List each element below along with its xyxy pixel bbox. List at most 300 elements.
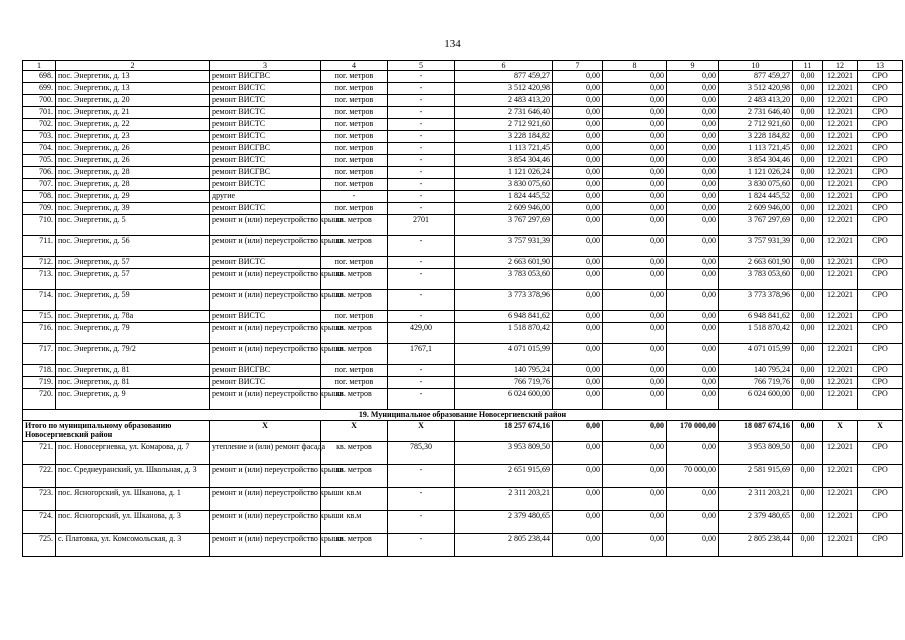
table-cell: 2 609 946,00 <box>455 203 553 215</box>
table-row <box>23 389 903 410</box>
table-cell: 717. <box>23 344 56 365</box>
table-cell: 12.2021 <box>823 203 858 215</box>
table-cell: 0,00 <box>603 488 667 511</box>
table-cell: 0,00 <box>553 155 603 167</box>
table-cell: 708. <box>23 191 56 203</box>
table-cell: пог. метров <box>321 203 388 215</box>
table-cell: 720. <box>23 389 56 410</box>
table-cell: 0,00 <box>793 155 823 167</box>
table-cell: 2 <box>56 61 210 71</box>
table-row <box>23 442 903 465</box>
table-cell: СРО <box>858 107 903 119</box>
table-cell: 702. <box>23 119 56 131</box>
table-cell: СРО <box>858 191 903 203</box>
table-cell: пос. Энергетик, д. 13 <box>56 83 210 95</box>
table-cell: 0,00 <box>667 488 719 511</box>
table-cell: - <box>388 534 455 557</box>
table-cell: 0,00 <box>667 377 719 389</box>
table-cell: - <box>388 377 455 389</box>
table-cell: 0,00 <box>793 83 823 95</box>
table-cell: 0,00 <box>553 71 603 83</box>
table-cell: 1 121 026,24 <box>455 167 553 179</box>
table-cell: 12.2021 <box>823 215 858 236</box>
table-cell: 0,00 <box>793 236 823 257</box>
table-cell: СРО <box>858 167 903 179</box>
table-cell: 3 512 420,98 <box>719 83 793 95</box>
table-cell: 0,00 <box>793 257 823 269</box>
table-cell: СРО <box>858 465 903 488</box>
table-cell: 0,00 <box>667 236 719 257</box>
table-cell: 0,00 <box>603 215 667 236</box>
table-cell: кв. метров <box>321 534 388 557</box>
table-cell: 2 379 480,65 <box>719 511 793 534</box>
table-cell: ремонт ВИСТС <box>210 179 321 191</box>
table-cell: пос. Энергетик, д. 9 <box>56 389 210 410</box>
table-cell: пос. Среднеуранский, ул. Школьная, д. 3 <box>56 465 210 488</box>
table-cell: СРО <box>858 389 903 410</box>
table-cell: ремонт ВИСГВС <box>210 365 321 377</box>
page-number: 134 <box>444 38 461 50</box>
table-cell: 3 773 378,96 <box>719 290 793 311</box>
total-row <box>23 421 903 442</box>
table-cell: 0,00 <box>667 215 719 236</box>
table-cell: СРО <box>858 131 903 143</box>
table-cell: 2 651 915,69 <box>455 465 553 488</box>
table-cell: 0,00 <box>553 377 603 389</box>
table-cell: 1 <box>23 61 56 71</box>
table-cell: - <box>388 131 455 143</box>
table-cell: 0,00 <box>553 167 603 179</box>
table-cell: 12.2021 <box>823 131 858 143</box>
table-cell: ремонт и (или) переустройство крыши <box>210 290 321 311</box>
table-cell: 2 712 921,60 <box>455 119 553 131</box>
table-cell: 140 795,24 <box>455 365 553 377</box>
table-cell: ремонт ВИСТС <box>210 83 321 95</box>
table-cell: 2 663 601,90 <box>455 257 553 269</box>
table-row <box>23 311 903 323</box>
table-cell: 10 <box>719 61 793 71</box>
table-cell: 0,00 <box>603 377 667 389</box>
table-cell: ремонт ВИСТС <box>210 95 321 107</box>
table-cell: ремонт ВИСТС <box>210 257 321 269</box>
table-cell: X <box>321 421 388 442</box>
table-cell: 3 228 184,82 <box>719 131 793 143</box>
table-cell: 12 <box>823 61 858 71</box>
table-cell: 0,00 <box>553 203 603 215</box>
table-cell: 170 000,00 <box>667 421 719 442</box>
table-cell: пог. метров <box>321 143 388 155</box>
table-cell: 12.2021 <box>823 269 858 290</box>
table-cell: СРО <box>858 377 903 389</box>
table-cell: пос. Энергетик, д. 79/2 <box>56 344 210 365</box>
table-cell: 0,00 <box>553 311 603 323</box>
table-cell: 0,00 <box>553 119 603 131</box>
table-row <box>23 71 903 83</box>
table-cell: СРО <box>858 534 903 557</box>
table-cell: 0,00 <box>603 179 667 191</box>
table-cell: 2 805 238,44 <box>455 534 553 557</box>
table-cell: 0,00 <box>603 131 667 143</box>
table-cell: 0,00 <box>603 465 667 488</box>
table-cell: 0,00 <box>553 215 603 236</box>
table-cell: СРО <box>858 155 903 167</box>
table-cell: 1 518 870,42 <box>719 323 793 344</box>
table-cell: 12.2021 <box>823 83 858 95</box>
table-cell: 3 757 931,39 <box>719 236 793 257</box>
table-cell: 0,00 <box>793 95 823 107</box>
table-cell: 12.2021 <box>823 534 858 557</box>
table-cell: ремонт и (или) переустройство крыши <box>210 215 321 236</box>
table-cell: 725. <box>23 534 56 557</box>
table-cell: 12.2021 <box>823 236 858 257</box>
table-cell: 3 512 420,98 <box>455 83 553 95</box>
table-body-b <box>23 442 903 557</box>
table-cell: 12.2021 <box>823 389 858 410</box>
table-cell: 12.2021 <box>823 71 858 83</box>
table-cell: кв. метров <box>321 344 388 365</box>
table-cell: 0,00 <box>553 389 603 410</box>
table-cell: 12.2021 <box>823 107 858 119</box>
table-cell: СРО <box>858 488 903 511</box>
table-row <box>23 290 903 311</box>
table-cell: 3 953 809,50 <box>455 442 553 465</box>
table-row <box>23 323 903 344</box>
table-cell: 0,00 <box>667 131 719 143</box>
table-cell: - <box>388 488 455 511</box>
table-cell: 2 609 946,00 <box>719 203 793 215</box>
table-row <box>23 257 903 269</box>
table-cell: СРО <box>858 344 903 365</box>
table-cell: 0,00 <box>793 465 823 488</box>
table-cell: 699. <box>23 83 56 95</box>
table-cell: СРО <box>858 269 903 290</box>
table-cell: ремонт ВИСТС <box>210 155 321 167</box>
table-cell: - <box>388 191 455 203</box>
table-cell: СРО <box>858 365 903 377</box>
table-cell: 766 719,76 <box>455 377 553 389</box>
table-cell: 0,00 <box>667 71 719 83</box>
table-cell: кв. метров <box>321 269 388 290</box>
table-cell: 718. <box>23 365 56 377</box>
table-cell: - <box>388 311 455 323</box>
table-cell: 12.2021 <box>823 290 858 311</box>
table-cell: 429,00 <box>388 323 455 344</box>
table-row <box>23 215 903 236</box>
table-cell: кв. метров <box>321 290 388 311</box>
table-cell: 0,00 <box>667 179 719 191</box>
table-row <box>23 203 903 215</box>
table-row <box>23 488 903 511</box>
table-cell: 1 113 721,45 <box>719 143 793 155</box>
table-cell: 12.2021 <box>823 465 858 488</box>
table-cell: 12.2021 <box>823 257 858 269</box>
table-cell: 18 087 674,16 <box>719 421 793 442</box>
table-cell: ремонт ВИСТС <box>210 107 321 119</box>
table-cell: пос. Энергетик, д. 78а <box>56 311 210 323</box>
table-cell: 0,00 <box>553 257 603 269</box>
table-cell: другие <box>210 191 321 203</box>
table-cell: пог. метров <box>321 155 388 167</box>
table-cell: 712. <box>23 257 56 269</box>
table-cell: пос. Энергетик, д. 28 <box>56 179 210 191</box>
table-cell: пог. метров <box>321 311 388 323</box>
table-cell: пос. Энергетик, д. 57 <box>56 269 210 290</box>
table-cell: 0,00 <box>603 203 667 215</box>
table-cell: 4 <box>321 61 388 71</box>
table-cell: 1 824 445,52 <box>719 191 793 203</box>
table-cell: 9 <box>667 61 719 71</box>
table-cell: СРО <box>858 143 903 155</box>
table-cell: СРО <box>858 71 903 83</box>
table-cell: пос. Энергетик, д. 26 <box>56 155 210 167</box>
table-cell: 698. <box>23 71 56 83</box>
table-cell: пос. Энергетик, д. 21 <box>56 107 210 119</box>
table-cell: 0,00 <box>553 236 603 257</box>
table-cell: ремонт ВИСГВС <box>210 71 321 83</box>
table-cell: 0,00 <box>553 465 603 488</box>
table-cell: - <box>388 179 455 191</box>
table-cell: 706. <box>23 167 56 179</box>
table-cell: 0,00 <box>667 203 719 215</box>
table-cell: 0,00 <box>553 143 603 155</box>
table-cell: 0,00 <box>603 311 667 323</box>
table-cell: 0,00 <box>793 269 823 290</box>
table-cell: 3 767 297,69 <box>455 215 553 236</box>
table-cell: пос. Энергетик, д. 28 <box>56 167 210 179</box>
table-cell: 0,00 <box>793 167 823 179</box>
table-cell: 2 483 413,20 <box>719 95 793 107</box>
table-cell: 0,00 <box>553 421 603 442</box>
table-cell: 6 024 600,00 <box>719 389 793 410</box>
table-cell: 4 071 015,99 <box>455 344 553 365</box>
table-cell: 0,00 <box>667 143 719 155</box>
table-cell: 0,00 <box>793 290 823 311</box>
table-cell: - <box>388 511 455 534</box>
table-row <box>23 95 903 107</box>
table-cell: 0,00 <box>553 323 603 344</box>
table-row <box>23 131 903 143</box>
table-cell: 0,00 <box>793 203 823 215</box>
table-cell: 0,00 <box>667 83 719 95</box>
table-cell: СРО <box>858 95 903 107</box>
table-cell: 703. <box>23 131 56 143</box>
table-cell: - <box>388 236 455 257</box>
table-cell: - <box>388 95 455 107</box>
table-cell: 3 <box>210 61 321 71</box>
table-cell: СРО <box>858 442 903 465</box>
table-row <box>23 107 903 119</box>
table-cell: пос. Энергетик, д. 5 <box>56 215 210 236</box>
table-cell: пог. метров <box>321 179 388 191</box>
table-cell: 0,00 <box>793 311 823 323</box>
table-row <box>23 167 903 179</box>
table-cell: 0,00 <box>553 83 603 95</box>
table-cell: 12.2021 <box>823 179 858 191</box>
table-cell: 0,00 <box>793 534 823 557</box>
table-cell: 1 113 721,45 <box>455 143 553 155</box>
table-cell: 0,00 <box>793 389 823 410</box>
table-cell: СРО <box>858 323 903 344</box>
table-cell: ремонт ВИСТС <box>210 131 321 143</box>
table-cell: СРО <box>858 236 903 257</box>
table-cell: ремонт и (или) переустройство крыши <box>210 323 321 344</box>
table-cell: пог. метров <box>321 377 388 389</box>
table-cell: 0,00 <box>667 191 719 203</box>
table-cell: 0,00 <box>553 107 603 119</box>
table-row <box>23 179 903 191</box>
table-cell: 721. <box>23 442 56 465</box>
table-body-a <box>23 61 903 410</box>
table-cell: 722. <box>23 465 56 488</box>
table-row <box>23 534 903 557</box>
table-cell: 1767,1 <box>388 344 455 365</box>
table-cell: с. Платовка, ул. Комсомольская, д. 3 <box>56 534 210 557</box>
table-cell: 0,00 <box>603 119 667 131</box>
table-cell: пос. Энергетик, д. 26 <box>56 143 210 155</box>
table-cell: 2 581 915,69 <box>719 465 793 488</box>
table-cell: 6 <box>455 61 553 71</box>
table-cell: 12.2021 <box>823 191 858 203</box>
table-cell: 4 071 015,99 <box>719 344 793 365</box>
table-cell: 0,00 <box>793 377 823 389</box>
table-cell: 713. <box>23 269 56 290</box>
table-row <box>23 155 903 167</box>
table-cell: ремонт и (или) переустройство крыши <box>210 389 321 410</box>
table-cell: 2 311 203,21 <box>455 488 553 511</box>
table-cell: 12.2021 <box>823 442 858 465</box>
table-cell: 11 <box>793 61 823 71</box>
table-cell: 0,00 <box>553 269 603 290</box>
table-cell: 0,00 <box>603 511 667 534</box>
table-cell: СРО <box>858 83 903 95</box>
table-cell: кв. метров <box>321 215 388 236</box>
table-row <box>23 269 903 290</box>
table-cell: X <box>210 421 321 442</box>
table-cell: пос. Энергетик, д. 59 <box>56 290 210 311</box>
table-cell: 0,00 <box>603 389 667 410</box>
table-cell: 0,00 <box>667 323 719 344</box>
table-cell: 3 757 931,39 <box>455 236 553 257</box>
table-cell: 6 948 841,62 <box>719 311 793 323</box>
table-cell: - <box>388 290 455 311</box>
table-cell: пог. метров <box>321 119 388 131</box>
table-cell: 3 228 184,82 <box>455 131 553 143</box>
table-row <box>23 83 903 95</box>
table-cell: - <box>388 71 455 83</box>
table-cell: - <box>388 167 455 179</box>
table-cell: 0,00 <box>603 191 667 203</box>
table-cell: 716. <box>23 323 56 344</box>
table-cell: кв. метров <box>321 389 388 410</box>
table-cell: 12.2021 <box>823 344 858 365</box>
table-cell: - <box>388 143 455 155</box>
table-cell: ремонт и (или) переустройство крыши <box>210 511 321 534</box>
table-cell: 0,00 <box>603 71 667 83</box>
table-cell: 0,00 <box>667 155 719 167</box>
section-row <box>23 410 903 421</box>
table-cell: пог. метров <box>321 365 388 377</box>
table-cell: 3 773 378,96 <box>455 290 553 311</box>
table-cell: - <box>388 83 455 95</box>
table-cell: 12.2021 <box>823 311 858 323</box>
table-cell: 3 767 297,69 <box>719 215 793 236</box>
table-cell: пог. метров <box>321 167 388 179</box>
table-cell: 0,00 <box>667 290 719 311</box>
table-cell: 711. <box>23 236 56 257</box>
table-cell: 6 948 841,62 <box>455 311 553 323</box>
table-cell: 0,00 <box>603 95 667 107</box>
table-cell: 0,00 <box>793 365 823 377</box>
table-cell: ремонт ВИСГВС <box>210 143 321 155</box>
table-cell: 0,00 <box>603 143 667 155</box>
table-cell: СРО <box>858 215 903 236</box>
table-cell: 0,00 <box>793 179 823 191</box>
table-cell: пос. Ясногорский, ул. Шканова, д. 1 <box>56 488 210 511</box>
table-cell: X <box>823 421 858 442</box>
table-cell: 0,00 <box>553 511 603 534</box>
table-cell: 0,00 <box>553 488 603 511</box>
table-cell: 0,00 <box>667 442 719 465</box>
table-cell: пос. Ясногорский, ул. Шканова, д. 3 <box>56 511 210 534</box>
table-cell: 2 311 203,21 <box>719 488 793 511</box>
table-cell: 0,00 <box>553 344 603 365</box>
table-cell: пос. Энергетик, д. 81 <box>56 377 210 389</box>
table-cell: 0,00 <box>667 119 719 131</box>
table-cell: СРО <box>858 290 903 311</box>
table-cell: 12.2021 <box>823 377 858 389</box>
table-cell: 0,00 <box>603 257 667 269</box>
table-cell: 0,00 <box>603 534 667 557</box>
table-cell: 877 459,27 <box>455 71 553 83</box>
table-cell: 0,00 <box>603 421 667 442</box>
table-cell: 2 663 601,90 <box>719 257 793 269</box>
table-cell: 0,00 <box>793 107 823 119</box>
table-cell: 3 854 304,46 <box>455 155 553 167</box>
table-row <box>23 119 903 131</box>
table-cell: 0,00 <box>603 442 667 465</box>
table-cell: - <box>388 155 455 167</box>
table-cell: СРО <box>858 511 903 534</box>
table-cell: 0,00 <box>603 365 667 377</box>
register-table <box>22 60 903 557</box>
table-cell: - <box>388 107 455 119</box>
table-cell: 0,00 <box>667 95 719 107</box>
table-cell: 2 712 921,60 <box>719 119 793 131</box>
table-cell: - <box>388 365 455 377</box>
table-cell: 3 830 075,60 <box>719 179 793 191</box>
table-cell: 0,00 <box>667 311 719 323</box>
table-cell: - <box>388 465 455 488</box>
table-cell: пог. метров <box>321 95 388 107</box>
table-cell: 3 783 053,60 <box>455 269 553 290</box>
table-cell: пог. метров <box>321 107 388 119</box>
table-cell: 701. <box>23 107 56 119</box>
table-cell: пог. метров <box>321 71 388 83</box>
table-cell: СРО <box>858 179 903 191</box>
table-row <box>23 377 903 389</box>
table-cell: пос. Энергетик, д. 20 <box>56 95 210 107</box>
table-cell: 0,00 <box>603 167 667 179</box>
table-cell: 0,00 <box>793 131 823 143</box>
table-cell: 1 121 026,24 <box>719 167 793 179</box>
table-cell: пос. Энергетик, д. 29 <box>56 191 210 203</box>
table-cell: - <box>388 257 455 269</box>
table-cell: 0,00 <box>793 71 823 83</box>
table-cell: ремонт ВИСТС <box>210 377 321 389</box>
table-cell: 5 <box>388 61 455 71</box>
table-cell: кв.м <box>321 511 388 534</box>
table-cell: 0,00 <box>553 442 603 465</box>
